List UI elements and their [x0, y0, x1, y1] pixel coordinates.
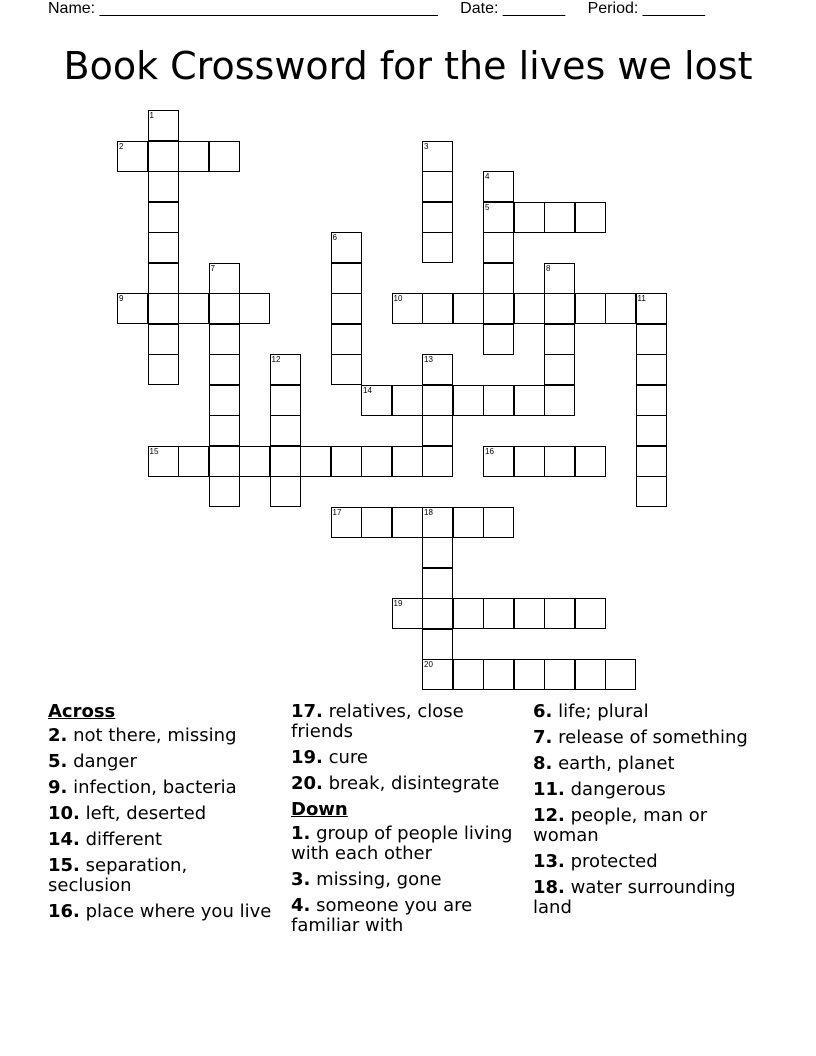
clue-number: 14. — [48, 829, 80, 850]
clue-number: 4. — [291, 895, 311, 916]
cell-number: 3 — [424, 141, 429, 151]
clue-number: 1. — [291, 823, 311, 844]
clue-number: 10. — [48, 803, 80, 824]
cell-number: 12 — [271, 355, 281, 364]
crossword-cell[interactable] — [575, 293, 606, 324]
clue-number: 15. — [48, 855, 80, 876]
crossword-cell[interactable] — [422, 171, 453, 202]
crossword-cell[interactable] — [422, 415, 453, 446]
clue-down-1 — [291, 824, 526, 864]
period-field-label: Period: _______ — [587, 0, 706, 17]
crossword-cell[interactable] — [361, 446, 392, 477]
clue-across-15 — [48, 856, 273, 896]
crossword-cell[interactable] — [483, 293, 514, 324]
clue-number: 13. — [533, 851, 565, 872]
clue-down-18 — [533, 878, 768, 918]
clue-text: people, man or woman — [533, 805, 708, 846]
cell-number: 18 — [424, 507, 433, 517]
clue-down-12 — [533, 806, 768, 846]
cell-number: 11 — [637, 294, 646, 303]
crossword-cell[interactable] — [270, 476, 301, 507]
crossword-cell[interactable] — [209, 446, 240, 477]
clue-text: cure — [328, 747, 369, 768]
clue-number: 16. — [48, 901, 80, 922]
crossword-cell[interactable] — [544, 202, 575, 233]
crossword-cell[interactable] — [483, 263, 514, 294]
cell-number: 16 — [485, 446, 494, 456]
crossword-cell[interactable] — [453, 598, 484, 629]
crossword-cell[interactable] — [392, 385, 423, 416]
crossword-cell[interactable] — [422, 141, 453, 172]
crossword-cell[interactable] — [544, 659, 575, 690]
clue-number: 8. — [533, 753, 553, 774]
clue-text: earth, planet — [558, 753, 675, 774]
clue-number: 11. — [533, 779, 565, 800]
clue-number: 20. — [291, 773, 323, 794]
crossword-cell[interactable] — [209, 324, 240, 355]
crossword-cell[interactable] — [636, 476, 667, 507]
crossword-cell[interactable] — [361, 507, 392, 538]
crossword-cell[interactable] — [636, 446, 667, 477]
cell-number: 7 — [210, 263, 215, 273]
crossword-cell[interactable] — [392, 507, 423, 538]
cell-number: 20 — [424, 660, 433, 669]
crossword-cell[interactable] — [270, 354, 301, 385]
crossword-cell[interactable] — [117, 141, 148, 172]
crossword-cell[interactable] — [422, 354, 453, 385]
crossword-cell[interactable] — [148, 324, 179, 355]
cell-number: 6 — [332, 233, 337, 242]
crossword-cell[interactable] — [209, 385, 240, 416]
clue-text: relatives, close friends — [291, 701, 464, 742]
crossword-cell[interactable] — [148, 354, 179, 385]
crossword-cell[interactable] — [483, 324, 514, 355]
clue-across-20 — [291, 774, 526, 794]
crossword-cell[interactable] — [209, 415, 240, 446]
crossword-cell[interactable] — [544, 446, 575, 477]
clue-text: dangerous — [570, 779, 666, 800]
crossword-cell[interactable] — [483, 171, 514, 202]
crossword-cell[interactable] — [209, 354, 240, 385]
clue-text: someone you are familiar with — [291, 895, 473, 936]
clue-number: 18. — [533, 877, 565, 898]
cell-number: 17 — [332, 507, 342, 517]
clue-number: 7. — [533, 727, 553, 748]
crossword-cell[interactable] — [148, 232, 179, 263]
cell-number: 15 — [149, 446, 159, 456]
crossword-cell[interactable] — [148, 202, 179, 233]
clue-text: different — [85, 829, 163, 850]
crossword-cell[interactable] — [239, 293, 270, 324]
crossword-cell[interactable] — [331, 232, 362, 263]
clue-number: 17. — [291, 701, 323, 722]
crossword-cell[interactable] — [453, 659, 484, 690]
crossword-cell[interactable] — [209, 263, 240, 294]
clues-column-1 — [48, 702, 273, 928]
crossword-cell[interactable] — [544, 354, 575, 385]
crossword-cell[interactable] — [331, 507, 362, 538]
crossword-cell[interactable] — [422, 446, 453, 477]
clue-text: separation, seclusion — [48, 855, 188, 896]
crossword-cell[interactable] — [636, 415, 667, 446]
clue-across-2 — [48, 726, 273, 746]
clue-text: protected — [570, 851, 658, 872]
crossword-cell[interactable] — [422, 202, 453, 233]
crossword-cell[interactable] — [575, 659, 606, 690]
crossword-cell[interactable] — [605, 659, 636, 690]
crossword-cell[interactable] — [636, 354, 667, 385]
crossword-cell[interactable] — [331, 324, 362, 355]
crossword-cell[interactable] — [148, 141, 179, 172]
cell-number: 4 — [485, 172, 490, 181]
crossword-cell[interactable] — [483, 507, 514, 538]
clue-down-4 — [291, 896, 526, 936]
crossword-cell[interactable] — [178, 141, 209, 172]
clue-number: 2. — [48, 725, 68, 746]
crossword-cell[interactable] — [483, 598, 514, 629]
crossword-cell[interactable] — [514, 202, 545, 233]
crossword-cell[interactable] — [483, 385, 514, 416]
crossword-cell[interactable] — [422, 293, 453, 324]
clue-across-5 — [48, 752, 273, 772]
clue-across-9 — [48, 778, 273, 798]
crossword-cell[interactable] — [514, 598, 545, 629]
cell-number: 14 — [363, 385, 372, 395]
crossword-cell[interactable] — [544, 324, 575, 355]
crossword-cell[interactable] — [483, 202, 514, 233]
crossword-cell[interactable] — [300, 446, 331, 477]
clues-column-3 — [533, 702, 768, 924]
crossword-cell[interactable] — [422, 385, 453, 416]
crossword-cell[interactable] — [514, 659, 545, 690]
crossword-cell[interactable] — [209, 141, 240, 172]
crossword-cell[interactable] — [148, 293, 179, 324]
crossword-cell[interactable] — [544, 598, 575, 629]
crossword-cell[interactable] — [544, 263, 575, 294]
crossword-cell[interactable] — [148, 171, 179, 202]
across-heading: Across — [48, 701, 116, 722]
clue-number: 3. — [291, 869, 311, 890]
clue-across-19 — [291, 748, 526, 768]
clue-down-13 — [533, 852, 768, 872]
clues-column-2 — [291, 702, 526, 942]
clue-text: group of people living with each other — [291, 823, 513, 864]
crossword-cell[interactable] — [270, 446, 301, 477]
crossword-cell[interactable] — [514, 446, 545, 477]
clue-text: left, deserted — [85, 803, 207, 824]
down-heading: Down — [291, 799, 348, 820]
clue-text: infection, bacteria — [73, 777, 237, 798]
crossword-cell[interactable] — [270, 385, 301, 416]
crossword-cell[interactable] — [575, 598, 606, 629]
crossword-cell[interactable] — [514, 385, 545, 416]
crossword-cell[interactable] — [544, 293, 575, 324]
clue-number: 9. — [48, 777, 68, 798]
cell-number: 13 — [424, 355, 433, 364]
clue-across-17 — [291, 702, 526, 742]
clue-down-8 — [533, 754, 768, 774]
crossword-cell[interactable] — [331, 263, 362, 294]
cell-number: 8 — [546, 263, 551, 273]
crossword-cell[interactable] — [331, 446, 362, 477]
crossword-cell[interactable] — [605, 293, 636, 324]
crossword-cell[interactable] — [392, 598, 423, 629]
crossword-cell[interactable] — [422, 629, 453, 660]
crossword-cell[interactable] — [361, 385, 392, 416]
clue-number: 6. — [533, 701, 553, 722]
clue-across-16 — [48, 902, 273, 922]
clue-down-11 — [533, 780, 768, 800]
clue-number: 19. — [291, 747, 323, 768]
clue-text: life; plural — [558, 701, 649, 722]
crossword-cell[interactable] — [636, 385, 667, 416]
clue-text: water surrounding land — [533, 877, 736, 918]
clue-down-7 — [533, 728, 768, 748]
crossword-cell[interactable] — [422, 568, 453, 599]
crossword-cell[interactable] — [483, 232, 514, 263]
crossword-cell[interactable] — [453, 293, 484, 324]
crossword-cell[interactable] — [148, 110, 179, 141]
name-field-label: Name: ______________________________________ — [48, 0, 438, 17]
crossword-cell[interactable] — [209, 293, 240, 324]
cell-number: 1 — [149, 111, 154, 120]
clue-number: 12. — [533, 805, 565, 826]
clue-text: not there, missing — [73, 725, 237, 746]
clue-text: break, disintegrate — [328, 773, 500, 794]
crossword-cell[interactable] — [422, 232, 453, 263]
crossword-cell[interactable] — [392, 293, 423, 324]
crossword-cell[interactable] — [514, 293, 545, 324]
crossword-cell[interactable] — [270, 415, 301, 446]
crossword-cell[interactable] — [575, 202, 606, 233]
clue-text: place where you live — [85, 901, 272, 922]
cell-number: 9 — [119, 294, 124, 303]
crossword-cell[interactable] — [422, 507, 453, 538]
clue-number: 5. — [48, 751, 68, 772]
clue-text: missing, gone — [316, 869, 442, 890]
clue-text: danger — [73, 751, 137, 772]
clue-across-10 — [48, 804, 273, 824]
crossword-cell[interactable] — [483, 659, 514, 690]
clue-across-14 — [48, 830, 273, 850]
clue-down-3 — [291, 870, 526, 890]
crossword-cell[interactable] — [422, 537, 453, 568]
cell-number: 5 — [485, 202, 490, 212]
page-title: Book Crossword for the lives we lost — [63, 44, 753, 88]
crossword-cell[interactable] — [422, 659, 453, 690]
crossword-cell[interactable] — [453, 385, 484, 416]
crossword-cell[interactable] — [483, 446, 514, 477]
crossword-cell[interactable] — [117, 293, 148, 324]
crossword-cell[interactable] — [331, 354, 362, 385]
cell-number: 2 — [119, 141, 124, 151]
crossword-cell[interactable] — [148, 446, 179, 477]
clue-text: release of something — [558, 727, 748, 748]
crossword-cell[interactable] — [575, 446, 606, 477]
crossword-cell[interactable] — [148, 263, 179, 294]
crossword-cell[interactable] — [636, 293, 667, 324]
cell-number: 10 — [393, 294, 403, 303]
crossword-cell[interactable] — [331, 293, 362, 324]
date-field-label: Date: _______ — [460, 0, 566, 17]
clue-down-6 — [533, 702, 768, 722]
crossword-cell[interactable] — [239, 446, 270, 477]
crossword-cell[interactable] — [178, 446, 209, 477]
crossword-cell[interactable] — [422, 598, 453, 629]
crossword-cell[interactable] — [544, 385, 575, 416]
crossword-cell[interactable] — [636, 324, 667, 355]
cell-number: 19 — [393, 599, 403, 608]
crossword-cell[interactable] — [209, 476, 240, 507]
crossword-cell[interactable] — [392, 446, 423, 477]
crossword-cell[interactable] — [178, 293, 209, 324]
crossword-cell[interactable] — [453, 507, 484, 538]
